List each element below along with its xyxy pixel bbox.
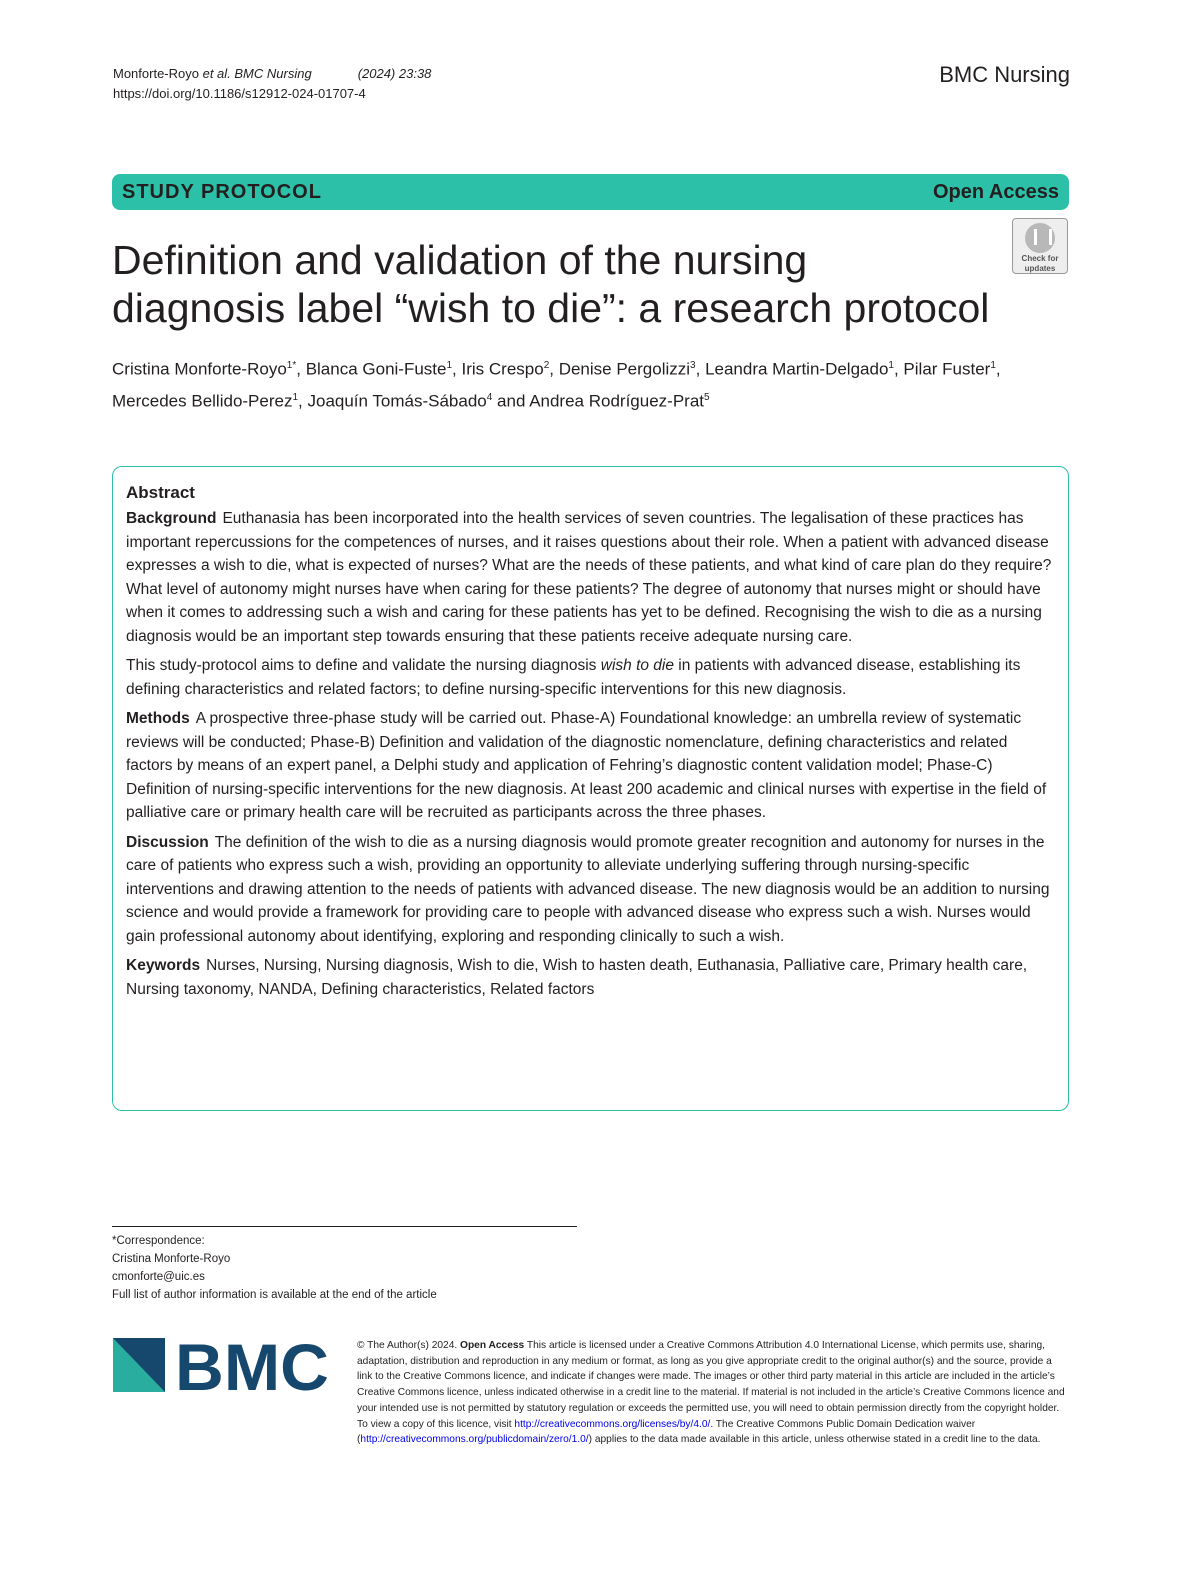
abstract-keywords xyxy=(126,954,1055,1001)
correspondence-name: Cristina Monforte-Royo xyxy=(112,1253,231,1265)
author-affiliation-marker: 4 xyxy=(486,391,493,403)
title-line-1: Definition and validation of the nursing xyxy=(112,237,808,283)
keywords-text: Nurses, Nursing, Nursing diagnosis, Wish to die, Wish to hasten death, Euthanasia, Palliative care, Primary health care, Nursing taxonomy, NANDA, Defining characteristics, Related factors xyxy=(126,957,1028,998)
abstract-methods xyxy=(126,707,1055,825)
abstract-background xyxy=(126,507,1055,648)
author-separator: , xyxy=(296,359,306,379)
author-affiliation-marker: 1 xyxy=(292,391,299,403)
license-text-3: ) applies to the data made available in this article, unless otherwise stated in a credit line to the data. xyxy=(588,1434,1041,1446)
citation-header xyxy=(113,64,431,104)
crossmark-label-2: updates xyxy=(1024,264,1056,273)
discussion-text: The definition of the wish to die as a nursing diagnosis would promote greater recognition and autonomy for nurses in the care of patients who express such a wish, providing an opportunity to alleviate underlying suffering through nursing-specific interventions and drawing attention to the needs of patients with advanced disease. The new diagnosis would be an addition to nursing science and would provide a framework for providing care to people with advanced disease who express such a wish. Nurses would gain professional autonomy about identifying, exploring and responding clinically to such a wish. xyxy=(126,833,1050,945)
citation-year-volume: (2024) 23:38 xyxy=(357,66,432,81)
correspondence-footnote xyxy=(112,1232,437,1304)
article-title xyxy=(112,236,1072,332)
author-name: Iris Crespo xyxy=(461,359,544,379)
discussion-label: Discussion xyxy=(126,833,209,851)
abstract-discussion xyxy=(126,831,1055,949)
aim-text-before: This study-protocol aims to define and validate the nursing diagnosis xyxy=(126,657,601,674)
author-list xyxy=(112,352,1072,415)
correspondence-email[interactable]: cmonforte@uic.es xyxy=(112,1271,205,1283)
author-affiliation-marker: 1 xyxy=(888,360,894,371)
author-separator: , xyxy=(549,359,559,379)
license-open-access-label: Open Access xyxy=(460,1340,525,1351)
article-type: STUDY PROTOCOL xyxy=(122,180,322,203)
author-name: Leandra Martin-Delgado xyxy=(705,359,889,379)
keywords-label: Keywords xyxy=(126,957,201,974)
author-name: Cristina Monforte-Royo xyxy=(112,359,287,379)
author-affiliation-marker: 1 xyxy=(990,360,996,371)
license-statement xyxy=(357,1338,1069,1448)
author-name: Pilar Fuster xyxy=(903,359,991,379)
author-name: Mercedes Bellido-Perez xyxy=(112,391,293,411)
aim-text-italic: wish to die xyxy=(600,657,674,674)
author-name: Joaquín Tomás-Sábado xyxy=(307,391,487,411)
bmc-logo-text: BMC xyxy=(175,1336,329,1394)
author-separator: , xyxy=(298,391,308,411)
doi-link[interactable]: https://doi.org/10.1186/s12912-024-01707-4 xyxy=(113,86,366,101)
abstract-heading: Abstract xyxy=(126,483,195,502)
author-affiliation-marker: 1 xyxy=(446,360,453,371)
author-affiliation-marker: 3 xyxy=(690,360,696,371)
license-link-cc0[interactable]: http://creativecommons.org/publicdomain/zero/1.0/ xyxy=(360,1434,589,1446)
abstract-aim xyxy=(126,654,1055,701)
author-name: Andrea Rodríguez-Prat xyxy=(529,391,705,411)
author-affiliation-marker: 1* xyxy=(286,360,297,371)
author-affiliation-marker: 5 xyxy=(704,391,710,403)
license-text-2: . The Creative Commons Public Domain Dedication waiver ( xyxy=(357,1418,976,1446)
author-separator: , xyxy=(452,359,462,379)
title-line-2: diagnosis label “wish to die”: a research protocol xyxy=(112,285,990,331)
author-separator: , xyxy=(893,359,904,379)
crossmark-label-1: Check for xyxy=(1021,254,1059,263)
methods-text: A prospective three-phase study will be carried out. Phase-A) Foundational knowledge: an umbrella review of systematic reviews will be conducted; Phase-B) Definition and validation of the diagnostic nomenclature, defining characteristics and related factors by means of an expert panel, a Delphi study and application of Fehring’s diagnostic content validation model; Phase-C) Definition of nursing-specific interventions for the new diagnosis. At least 200 academic and clinical nurses with expertise in the field of palliative care or primary health care will be recruited as participants across the three phases. xyxy=(126,710,1047,821)
footnote-divider xyxy=(112,1226,577,1227)
open-access-label: Open Access xyxy=(933,180,1059,203)
author-separator: , xyxy=(695,359,706,379)
author-separator: and xyxy=(492,391,530,411)
citation-line xyxy=(113,64,431,84)
abstract-box xyxy=(112,466,1069,1111)
license-link-cc-by[interactable]: http://creativecommons.org/licenses/by/4.0/ xyxy=(514,1418,711,1430)
methods-label: Methods xyxy=(126,710,190,727)
citation-authors: Monforte-Royo xyxy=(113,66,203,81)
correspondence-label: *Correspondence: xyxy=(112,1235,205,1247)
author-name: Blanca Goni-Fuste xyxy=(305,359,447,379)
background-label: Background xyxy=(126,510,217,527)
author-separator: , xyxy=(995,359,1001,379)
author-name: Denise Pergolizzi xyxy=(558,359,691,379)
background-text: Euthanasia has been incorporated into the health services of seven countries. The legalisation of these practices has important repercussions for the competences of nurses, and it raises questions about their role. When a patient with advanced disease expresses a wish to die, what is expected of nurses? What are the needs of these patients, and what kind of care plan do they require? What level of autonomy might nurses have when caring for these patients? The degree of autonomy that nurses might or should have when it comes to addressing such a wish and caring for these patients has yet to be defined. Recognising the wish to die as a nursing diagnosis would be an important step towards ensuring that these patients receive adequate nursing care. xyxy=(126,510,1052,645)
author-affiliation-marker: 2 xyxy=(543,360,550,371)
license-prefix: © The Author(s) 2024. xyxy=(357,1340,461,1351)
license-text-1: This article is licensed under a Creative Commons Attribution 4.0 International License, which permits use, sharing, adaptation, distribution and reproduction in any medium or format, as long as you give appropriate credit to the original author(s) and the source, provide a link to the Creative Commons licence, and indicate if changes were made. The images or other third party material in this article are included in the article’s Creative Commons licence, unless indicated otherwise in a credit line to the material. If material is not included in the article’s Creative Commons licence and your intended use is not permitted by statutory regulation or exceeds the permitted use, you will need to obtain permission directly from the copyright holder. To view a copy of this licence, visit xyxy=(357,1340,1065,1430)
aim-text-after: in patients with advanced disease, establishing its defining characteristics and related factors; to define nursing-specific interventions for this new diagnosis. xyxy=(126,657,1021,698)
author-info-note: Full list of author information is available at the end of the article xyxy=(112,1289,437,1301)
bmc-logo xyxy=(113,1336,331,1394)
article-type-banner xyxy=(112,174,1069,210)
citation-journal: et al. BMC Nursing xyxy=(202,66,312,81)
journal-name: BMC Nursing xyxy=(939,62,1070,87)
